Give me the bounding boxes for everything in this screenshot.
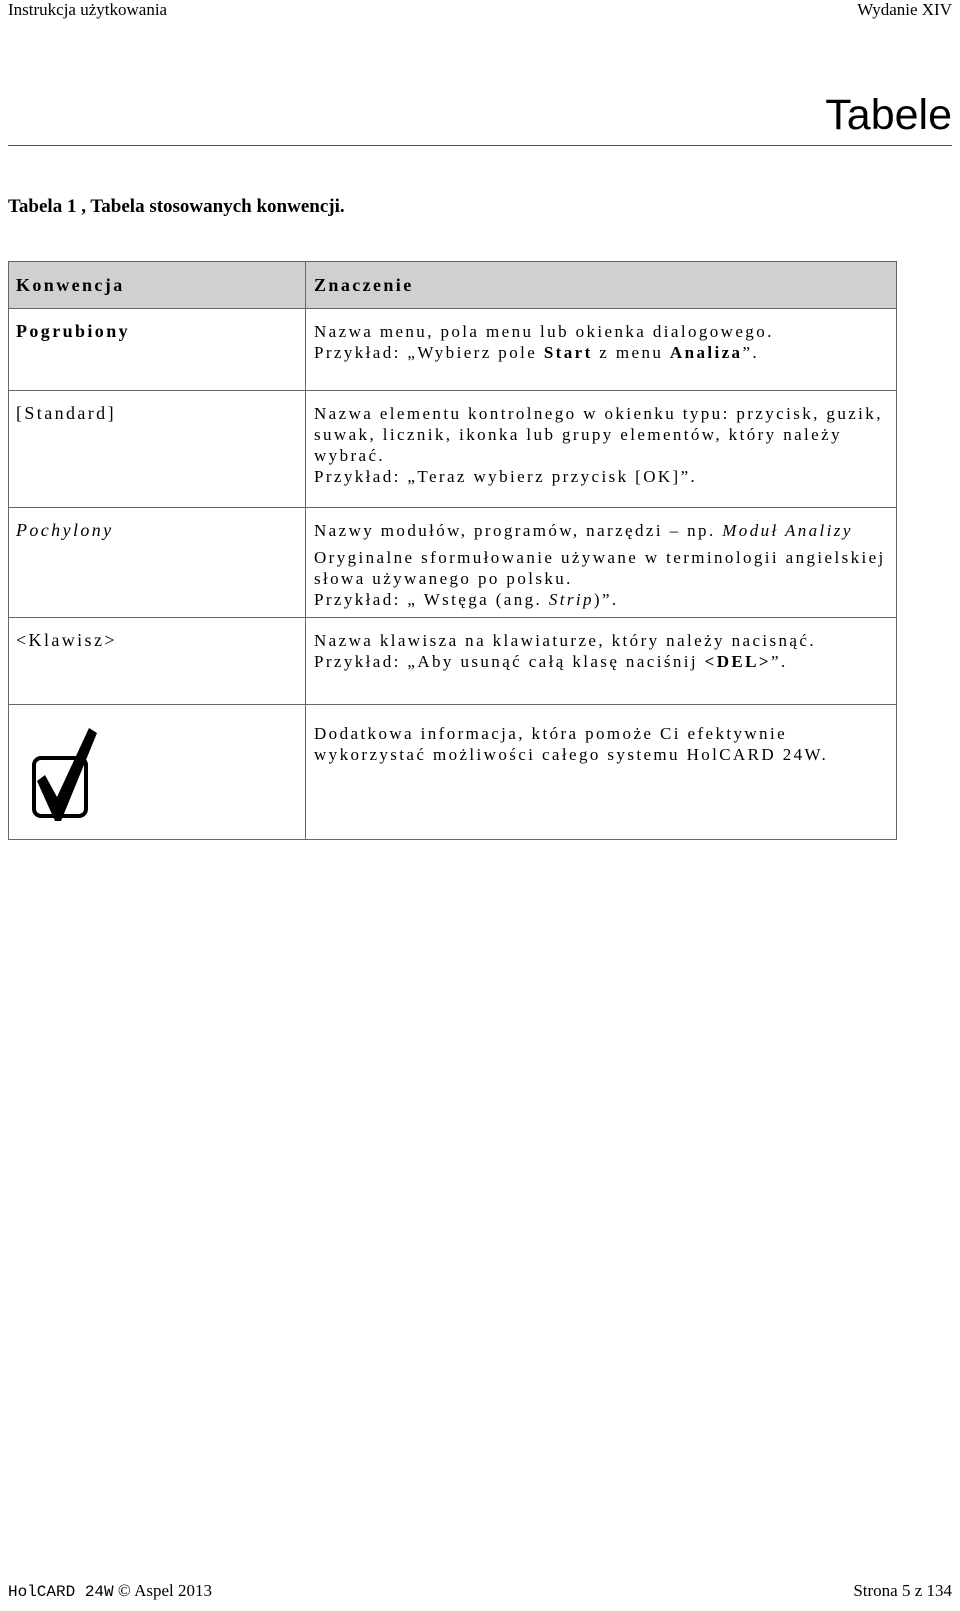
meaning-bold: Nazwa menu, pola menu lub okienka dialogowego. Przykład: „Wybierz pole Start z menu Analiza”.	[314, 322, 774, 362]
convention-bold: Pogrubiony	[16, 321, 131, 341]
table-caption: Tabela 1 , Tabela stosowanych konwencji.	[8, 196, 345, 217]
title-divider	[8, 145, 952, 146]
table-row	[9, 391, 897, 508]
convention-italic: Pochylony	[16, 520, 114, 540]
page-header	[8, 0, 952, 22]
checkmark-icon	[9, 705, 305, 839]
table-row	[9, 309, 897, 391]
footer-product: HolCARD 24W	[8, 1583, 114, 1601]
column-header-meaning: Znaczenie	[314, 275, 414, 295]
header-edition: Wydanie XIV	[857, 0, 952, 19]
table-header-row	[9, 262, 897, 309]
header-manual-title: Instrukcja użytkowania	[8, 0, 168, 19]
column-header-convention: Konwencja	[16, 275, 125, 295]
page-title: Tabele	[825, 91, 952, 139]
footer-page-number: Strona 5 z 134	[853, 1581, 952, 1600]
convention-standard: [Standard]	[16, 403, 116, 423]
table-row	[9, 508, 897, 618]
note-row	[9, 705, 897, 840]
meaning-standard: Nazwa elementu kontrolnego w okienku typu: przycisk, guzik, suwak, licznik, ikonka lub grupy elementów, który należy wybrać. Przykład: „Teraz wybierz przycisk [OK]”.	[314, 404, 883, 486]
meaning-italic: Nazwy modułów, programów, narzędzi – np. Moduł Analizy Oryginalne sformułowanie używane w terminologii angielskiej słowa używanego po polsku. Przykład: „ Wstęga (ang. Strip)”.	[314, 521, 886, 609]
page-footer	[8, 1581, 952, 1611]
conventions-table	[8, 261, 896, 840]
table-row	[9, 618, 897, 705]
note-text: Dodatkowa informacja, która pomoże Ci efektywnie wykorzystać możliwości całego systemu HolCARD 24W.	[314, 724, 829, 764]
meaning-key: Nazwa klawisza na klawiaturze, który należy nacisnąć. Przykład: „Aby usunąć całą klasę naciśnij <DEL>”.	[314, 631, 816, 671]
convention-key: <Klawisz>	[16, 630, 117, 650]
footer-copyright: © Aspel 2013	[113, 1581, 213, 1600]
